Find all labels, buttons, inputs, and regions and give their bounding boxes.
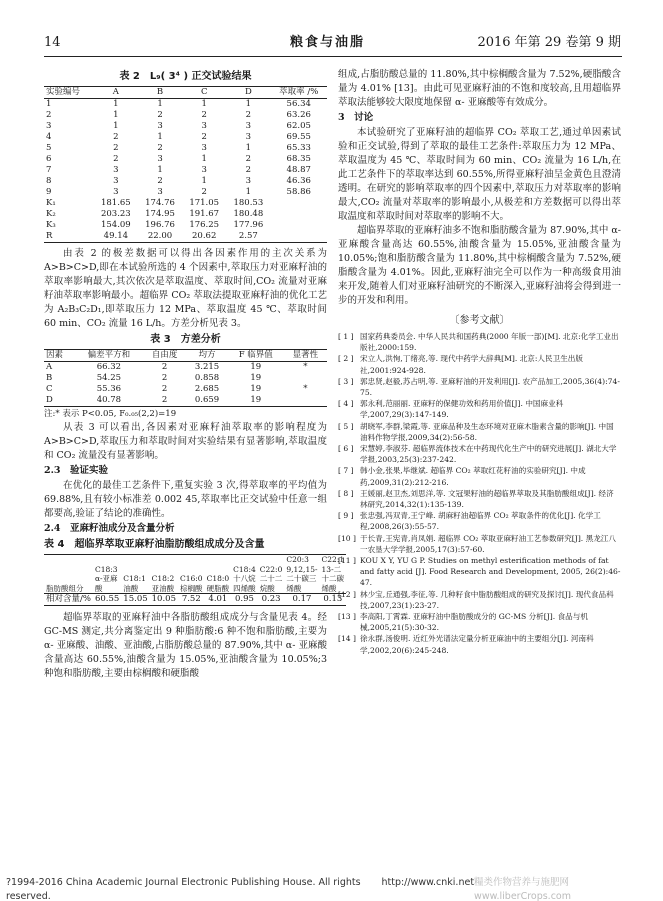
issue-info: 2016 年第 29 卷第 9 期	[477, 35, 621, 50]
table3-title: 表 3 方差分析	[150, 334, 221, 345]
column-header: 因素	[46, 350, 64, 360]
table-cell: 1	[157, 132, 163, 142]
table-cell: 1	[201, 99, 207, 109]
table-cell	[270, 220, 327, 231]
reference-text: 张忠强,冯双青,王宁峰. 胡麻籽油超临界 CO₂ 萃取条件的优化[J]. 化学工程,2008,26(3):55-57.	[360, 511, 601, 532]
table-cell	[270, 209, 327, 220]
reference-item	[338, 421, 621, 443]
reference-item	[338, 488, 621, 510]
table-row	[44, 154, 327, 165]
table-cell: 40.78	[96, 395, 122, 405]
table-cell: 181.65	[100, 198, 131, 208]
table-cell: 176.25	[189, 220, 220, 230]
section-heading: 2.4 亚麻籽油成分及含量分析	[44, 523, 175, 534]
table-cell: 2.57	[238, 231, 258, 241]
column-header: 实验编号	[46, 87, 81, 97]
table3-note: 注:* 表示 P<0.05, F₀.₀₅(2,2)=19	[44, 409, 177, 419]
table-row	[44, 132, 327, 143]
column-header: F 临界值	[238, 350, 273, 360]
paragraph: 超临界萃取的亚麻籽油多不饱和脂肪酸含量为 87.90%,其中 α- 亚麻酸含量高达 60.55%,油酸含量为 15.05%,亚油酸含量为 10.05%;饱和脂肪酸含量为 11.80%,其中棕榈酸含量为 7.52%,硬脂酸含量为 4.01%。因此,亚麻籽油完全可以作为一种高级食用油来开发,随着人们对亚麻籽油研究的不断深入,亚麻籽油将会得到进一步的开发和利用。	[338, 225, 621, 306]
reference-text: 王媛丽,赵卫杰,刘思洋,等. 文冠果籽油的超临界萃取及其脂肪酸组成[J]. 经济林研究,2014,32(1):135-139.	[360, 488, 614, 510]
table4-title: 表 4 超临界萃取亚麻籽油脂肪酸组成成分及含量	[44, 539, 265, 550]
table-row	[44, 220, 327, 231]
table-cell: 1	[157, 165, 163, 175]
table-cell: 15.05	[123, 594, 148, 604]
reference-text: 郭永利,范丽丽. 亚麻籽的保健功效和药用价值[J]. 中国麻业科学,2007,29(3):147-149.	[360, 399, 564, 420]
table-cell: 3	[157, 121, 163, 131]
table-cell: 0.858	[194, 373, 220, 383]
table-cell: 65.33	[286, 143, 311, 153]
table-cell: 2	[161, 395, 168, 405]
table-cell	[284, 395, 327, 407]
table-cell: 1	[245, 99, 252, 109]
reference-item	[338, 443, 621, 465]
table-cell: 0.13	[323, 594, 343, 604]
table-row	[44, 99, 327, 111]
table-cell	[270, 231, 327, 243]
reference-number: [ 4 ]	[338, 399, 354, 409]
watermark: 糧类作物营养与施肥网 www.liberCrops.com	[474, 877, 571, 901]
table-row	[44, 121, 327, 132]
table-cell: 3	[245, 176, 252, 186]
reference-item	[338, 510, 621, 532]
column-header: C22:1 13-二十二碳烯酸	[321, 555, 345, 593]
column-header: C22:0 二十二烷酸	[259, 564, 283, 593]
reference-text: 胡晓军,李群,梁霞,等. 亚麻品种及生态环境对亚麻木脂素含量的影响[J]. 中国油料作物学报,2009,34(2):56-58.	[360, 421, 614, 442]
paragraph: 从表 3 可以看出,各因素对亚麻籽油萃取率的影响程度为 A>B>C>D,萃取压力和萃取时间对实验结果有显著影响,萃取温度和 CO₂ 流量没有显著影响。	[44, 422, 327, 461]
section-heading: 3 讨论	[338, 112, 374, 123]
reference-number: [ 6 ]	[338, 444, 354, 454]
table-cell: 2	[46, 110, 52, 120]
table-row	[44, 198, 327, 209]
reference-number: [11 ]	[338, 556, 357, 566]
table-cell: 3	[113, 176, 119, 186]
table-cell: 2	[157, 143, 163, 153]
table-cell: 3	[201, 143, 207, 153]
column-header: 均方	[198, 350, 216, 360]
table-row	[44, 395, 327, 407]
footer	[6, 876, 656, 901]
table-cell	[270, 198, 327, 209]
table-cell: R	[46, 231, 53, 241]
table-cell: 60.55	[94, 594, 120, 604]
table-cell: 2	[161, 362, 168, 372]
reference-text: 李高阳,丁霄霖. 亚麻籽油中脂肪酸成分的 GC-MS 分析[J]. 食品与机械,2005,21(5):30-32.	[360, 612, 588, 633]
column-header: C	[200, 87, 208, 97]
table-cell: 1	[157, 99, 163, 109]
table-cell: K₃	[46, 220, 56, 230]
table-cell: 196.76	[145, 220, 175, 230]
table-cell: 55.36	[96, 384, 122, 394]
section-heading: 2.3 验证实验	[44, 465, 109, 476]
table-cell: 19	[250, 373, 262, 383]
table-cell: 56.34	[286, 99, 311, 109]
table-cell: 54.25	[96, 373, 122, 383]
table-cell: 19	[250, 362, 262, 372]
table-cell: 3	[46, 121, 52, 131]
table-cell: *	[303, 384, 308, 394]
column-header: 显著性	[292, 350, 319, 360]
paragraph: 在优化的最佳工艺条件下,重复实验 3 次,得萃取率的平均值为 69.88%,且有较小标准差 0.002 45,萃取率比正交试验中任意一组都要高,验证了结论的准确性。	[44, 480, 327, 519]
table-cell: 2	[157, 110, 163, 120]
references-title: 〔参考文献〕	[449, 315, 510, 326]
reference-item	[338, 465, 621, 487]
table-cell: 1	[46, 99, 52, 109]
reference-text: KOU X Y, YU G P. Studies on methyl esterification methods of fat and fatty acid [J]. Food Research and Development, 2005, 26(2):46-47.	[360, 556, 621, 588]
table-cell: 3.215	[194, 362, 220, 372]
table-cell: 2.685	[194, 384, 220, 394]
reference-text: 韩小金,张果,毕继斌. 超临界 CO₂ 萃取红花籽油的实验研究[J]. 中成药,2009,31(2):212-216.	[360, 466, 586, 487]
table-cell: 154.09	[100, 220, 131, 230]
table-row	[44, 165, 327, 176]
table-row	[44, 176, 327, 187]
table2-header-row	[44, 87, 327, 99]
table2-title: 表 2 L₉( 3⁴ ) 正交试验结果	[119, 71, 252, 82]
table-cell: 19	[250, 384, 262, 394]
table-cell: 48.87	[286, 165, 311, 175]
reference-item	[338, 633, 621, 655]
journal-name: 粮食与油脂	[290, 35, 366, 50]
header-rule	[44, 56, 622, 57]
column-header: B	[156, 87, 164, 97]
table-cell: 10.05	[151, 594, 176, 604]
table-row	[44, 231, 327, 243]
table4-header-row	[44, 555, 346, 594]
table-cell: 2	[201, 132, 207, 142]
table-cell: C	[46, 384, 53, 394]
table-cell: 1	[245, 187, 252, 197]
table-cell: 20.62	[192, 231, 217, 241]
table3	[44, 349, 327, 407]
table4	[44, 554, 346, 606]
table-cell: 2	[113, 154, 119, 164]
reference-item	[338, 589, 621, 611]
table-cell: 9	[46, 187, 52, 197]
table-cell: D	[46, 395, 53, 405]
reference-number: [ 1 ]	[338, 332, 354, 341]
table-row	[44, 209, 327, 220]
table-cell: 3	[113, 165, 119, 175]
reference-item	[338, 611, 621, 633]
reference-item	[338, 555, 621, 589]
table-cell: 2	[201, 187, 207, 197]
table-cell: 46.36	[286, 176, 311, 186]
reference-number: [ 5 ]	[338, 421, 354, 431]
table-cell: 0.95	[235, 594, 254, 604]
table-cell: A	[46, 362, 53, 372]
table-row	[44, 373, 327, 384]
table-cell: 2	[113, 132, 119, 142]
table-cell: 0.659	[194, 395, 220, 405]
table-cell: 180.48	[233, 209, 264, 219]
reference-item	[338, 331, 621, 353]
table-cell: 3	[157, 154, 163, 164]
reference-number: [ 3 ]	[338, 376, 354, 386]
table-cell: 177.96	[233, 220, 264, 230]
table-row	[44, 384, 327, 395]
reference-number: [ 9 ]	[338, 511, 354, 521]
table-cell: 2	[201, 110, 207, 120]
column-header: 偏差平方和	[87, 350, 131, 360]
table-cell: 66.32	[96, 362, 122, 372]
reference-item	[338, 398, 621, 420]
table-cell: 4	[46, 132, 52, 142]
table-cell: 3	[245, 132, 252, 142]
row-label: 相对含量/%	[46, 594, 91, 604]
reference-text: 于长青,王宪青,肖凤娟. 超临界 CO₂ 萃取亚麻籽油工艺参数研究[J]. 黑龙江八一农垦大学学报,2005,17(3):57-60.	[360, 533, 616, 554]
reference-number: [13 ]	[338, 612, 357, 622]
table-cell: 4.01	[208, 594, 228, 604]
table-cell: 5	[46, 143, 52, 153]
table-cell: 7.52	[181, 594, 201, 604]
reference-item	[338, 353, 621, 375]
table-cell: B	[46, 373, 53, 383]
table-cell: 49.14	[103, 231, 129, 241]
page-number: 14	[44, 35, 61, 50]
table-cell: 1	[113, 121, 119, 131]
table-cell: 171.05	[189, 198, 220, 208]
table-cell: 6	[46, 154, 52, 164]
table-cell: 62.05	[286, 121, 311, 131]
table-cell: 1	[113, 110, 119, 120]
table-cell: 191.67	[189, 209, 220, 219]
table-cell	[284, 373, 327, 384]
table-cell: 68.35	[286, 154, 311, 164]
table-row	[44, 110, 327, 121]
table-row	[44, 143, 327, 154]
table-cell: 3	[245, 121, 252, 131]
table-cell: 0.17	[292, 594, 312, 604]
column-header: A	[112, 87, 119, 97]
table-cell: 22.00	[147, 231, 173, 241]
column-header: 萃取率 /%	[279, 87, 319, 97]
column-header: 自由度	[151, 350, 178, 360]
table-cell: 58.86	[286, 187, 311, 197]
table-cell: 2	[113, 143, 119, 153]
table-cell: 69.55	[286, 132, 311, 142]
table-cell: 3	[201, 165, 207, 175]
table-cell: 1	[201, 154, 207, 164]
paragraph: 组成,占脂肪酸总量的 11.80%,其中棕榈酸含量为 7.52%,硬脂酸含量为 4.01% [13]。由此可见亚麻籽油的不饱和度较高,且用超临界萃取法能够较大限度地保留 α- 亚麻酸等有效成分。	[338, 69, 621, 108]
table-cell: 180.53	[233, 198, 264, 208]
paragraph: 由表 2 的极差数据可以得出各因素作用的主次关系为 A>B>C>D,即在本试验所选的 4 个因素中,萃取压力对亚麻籽油的萃取率影响最大,其次依次是萃取温度、萃取时间,CO₂ 流量对亚麻籽油萃取率影响最小。超临界 CO₂ 萃取法提取亚麻籽油的优化工艺为 A₂B₃C₂D₁,即萃取压力 12 MPa、萃取温度 45 ℃、萃取时间 60 min、CO₂ 流量 16 L/h。方差分析见表 3。	[44, 248, 327, 329]
table-cell: 3	[113, 187, 119, 197]
right-column	[338, 68, 621, 656]
reference-item	[338, 376, 621, 398]
table-cell: 3	[157, 187, 163, 197]
left-column	[44, 68, 345, 681]
table-cell: 1	[113, 99, 119, 109]
column-header: D	[244, 87, 252, 97]
table-cell: 0.23	[261, 594, 281, 604]
reference-number: [10 ]	[338, 533, 357, 543]
column-header: C18:4 十八烷四烯酸	[233, 564, 256, 593]
reference-number: [12 ]	[338, 589, 357, 599]
table-cell: 1	[201, 176, 207, 186]
column-header: 脂肪酸组分	[46, 583, 84, 593]
reference-text: 徐永群,汤俊明. 近红外光谱法定量分析亚麻油中的主要组分[J]. 河南科学,2002,20(6):245-248.	[360, 634, 594, 655]
table-row	[44, 594, 346, 606]
table-cell: 2	[245, 154, 252, 164]
paragraph: 本试验研究了亚麻籽油的超临界 CO₂ 萃取工艺,通过单因素试验和正交试验,得到了萃取的最佳工艺条件:萃取压力为 12 MPa、萃取温度为 45 ℃、萃取时间为 60 min、CO₂ 流量为 16 L/h,在此工艺条件下的萃取率达到 60.55%,所得亚麻籽油呈金黄色且澄清透明。在研究的影响萃取率的四个因素中,萃取压力对萃取率的影响最大,CO₂ 流量对萃取率的影响最小,从极差和方差数据可以得出萃取温度和萃取时间对萃取率的影响不大。	[338, 127, 621, 222]
column-header: C18:1 油酸	[123, 574, 146, 593]
table-cell: 2	[245, 110, 252, 120]
reference-text: 林少宝,丘通强,李征,等. 几种籽食中脂肪酸组成的研究及探讨[J]. 现代食品科技,2007,23(1):23-27.	[360, 589, 614, 610]
reference-item	[338, 533, 621, 555]
references-list	[338, 331, 621, 656]
table-cell: 1	[245, 143, 252, 153]
table-cell: 174.95	[145, 209, 175, 219]
table-cell: 2	[161, 373, 168, 383]
table-cell: 63.26	[286, 110, 311, 120]
table-row	[44, 187, 327, 198]
table-cell: 3	[201, 121, 207, 131]
column-header: C18:3 α-亚麻酸	[94, 564, 118, 593]
paragraph: 超临界萃取的亚麻籽油中各脂肪酸组成成分与含量见表 4。经 GC-MS 测定,共分离鉴定出 9 种脂肪酸:6 种不饱和脂肪酸,主要为 α- 亚麻酸、油酸、亚油酸,占脂肪酸总量的 87.90%,其中 α- 亚麻酸含量高达 60.55%,油酸含量为 15.05%,亚油酸含量为 10.05%;3 种饱和脂肪酸,主要由棕榈酸和硬脂酸	[44, 612, 327, 679]
reference-text: 宋立人,洪恂,丁绪亮,等. 现代中药学大辞典[M]. 北京:人民卫生出版社,2001:924-928.	[360, 354, 583, 375]
table-cell: K₂	[46, 209, 56, 219]
column-header: C16:0 棕榈酸	[179, 574, 203, 593]
table-cell: 174.76	[145, 198, 175, 208]
reference-text: 宋慧婷,李淑芬. 超临界流体技术在中药现代化生产中的研究进展[J]. 湖北大学学报,2003,25(3):237-242.	[360, 444, 617, 465]
table-cell: 2	[161, 384, 168, 394]
table-cell: 8	[46, 176, 52, 186]
reference-text: 郭忠贤,赵毅,苏占明,等. 亚麻籽油的开发利用[J]. 农产品加工,2005,36(4):74-75.	[360, 376, 620, 398]
table-cell: 203.23	[100, 209, 131, 219]
cnki-link[interactable]: http://www.cnki.net	[381, 877, 475, 888]
reference-number: [14 ]	[338, 634, 357, 644]
table2	[44, 86, 327, 243]
reference-text: 国家药典委员会. 中华人民共和国药典(2000 年版一部)[M]. 北京:化学工业出版社,2000:159.	[360, 332, 619, 353]
reference-number: [ 7 ]	[338, 466, 354, 476]
reference-number: [ 2 ]	[338, 354, 354, 364]
column-header: C20:3 9,12,15-二十碳三烯酸	[286, 555, 318, 593]
table-cell: K₁	[46, 198, 56, 208]
table-cell: 7	[46, 165, 52, 175]
table3-header-row	[44, 350, 327, 362]
reference-number: [ 8 ]	[338, 488, 354, 498]
table-row	[44, 362, 327, 374]
copyright-text: ?1994-2016 China Academic Journal Electronic Publishing House. All rights reserved.	[6, 877, 361, 901]
column-header: C18:2 亚油酸	[151, 574, 175, 593]
table-cell: *	[303, 362, 308, 372]
table-cell: 19	[250, 395, 262, 405]
table-cell: 2	[157, 176, 163, 186]
column-header: C18:0 硬脂酸	[206, 574, 230, 593]
table-cell: 2	[245, 165, 252, 175]
